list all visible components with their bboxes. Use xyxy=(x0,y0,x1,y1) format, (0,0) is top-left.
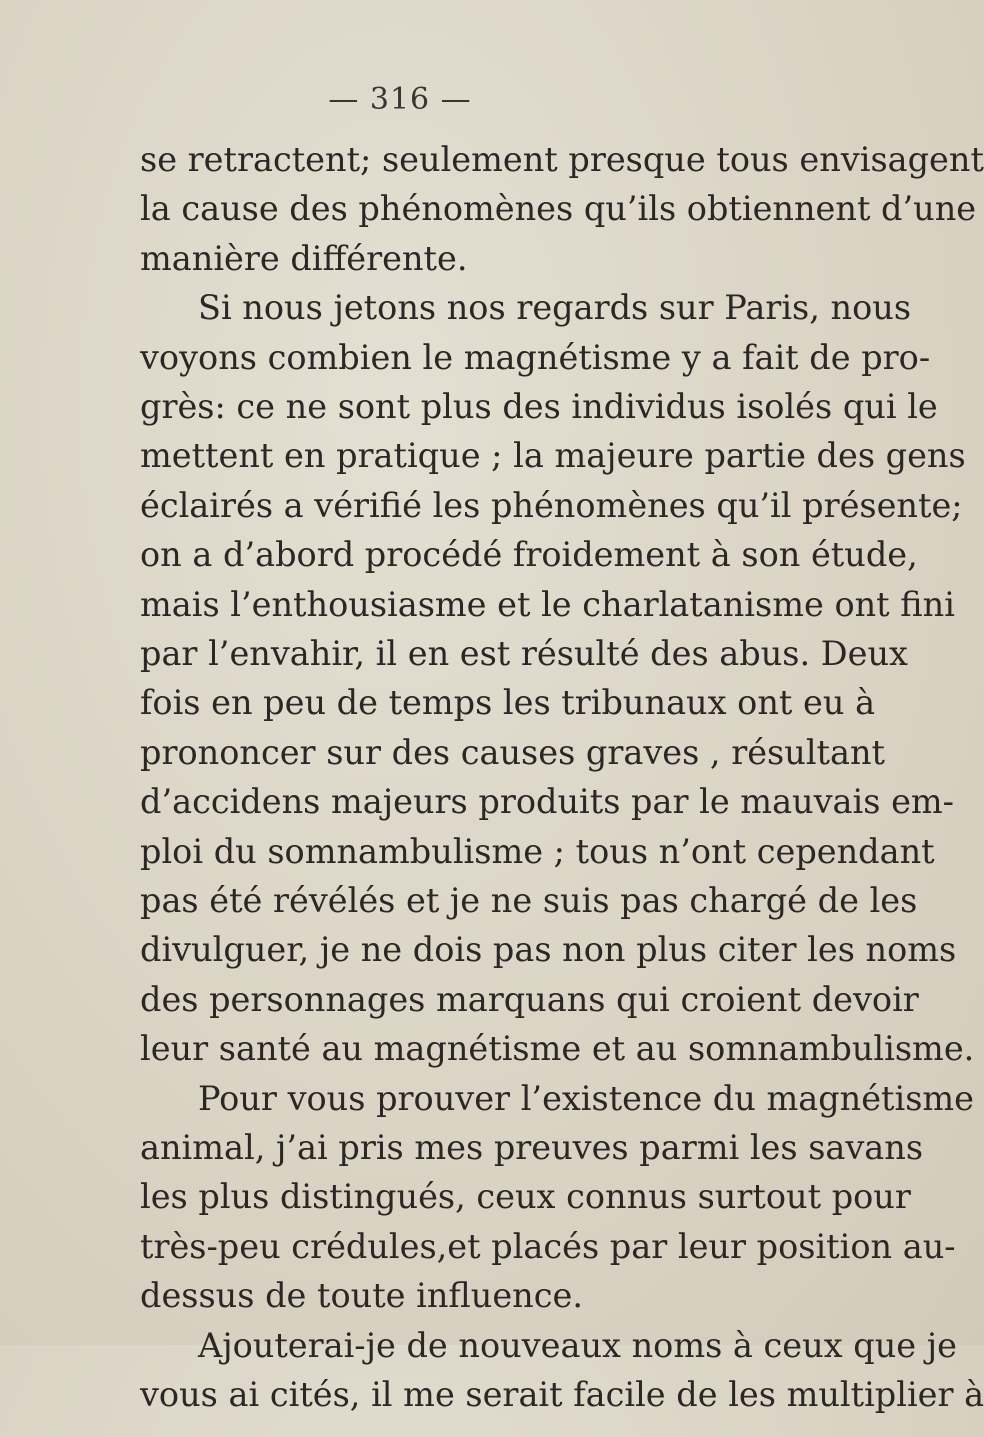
text-line: Pour vous prouver l’existence du magnétisme xyxy=(198,1078,975,1118)
text-line: éclairés a vérifié les phénomènes qu’il présente; xyxy=(140,485,963,525)
text-line: grès: ce ne sont plus des individus isolés qui le xyxy=(140,387,938,426)
text-line: par l’envahir, il en est résulté des abus. Deux xyxy=(140,634,908,673)
text-line: on a d’abord procédé froidement à son étude, xyxy=(140,535,918,575)
text-line: ploi du somnambulisme ; tous n’ont cependant xyxy=(140,831,935,871)
text-line: Ajouterai-je de nouveaux noms à ceux que je xyxy=(198,1325,957,1365)
text-line: mettent en pratique ; la majeure partie des gens xyxy=(140,436,966,476)
text-line: très-peu crédules,et placés par leur position au- xyxy=(140,1226,956,1266)
text-line: des personnages marquans qui croient devoir xyxy=(140,979,919,1019)
page-number: — 316 — xyxy=(328,82,472,117)
text-line: la cause des phénomènes qu’ils obtiennent d’une xyxy=(140,189,977,229)
text-line: mais l’enthousiasme et le charlatanisme ont fini xyxy=(140,584,955,624)
text-line: Si nous jetons nos regards sur Paris, nous xyxy=(198,288,912,328)
text-line: vous ai cités, il me serait facile de les multiplier à xyxy=(140,1375,984,1414)
text-line: fois en peu de temps les tribunaux ont eu à xyxy=(140,683,876,723)
text-line: leur santé au magnétisme et au somnambulisme. xyxy=(140,1029,975,1069)
text-line: prononcer sur des causes graves , résultant xyxy=(140,732,886,772)
text-line: divulguer, je ne dois pas non plus citer les noms xyxy=(140,930,957,970)
text-line: d’accidens majeurs produits par le mauvais em- xyxy=(140,782,954,822)
text-line: se retractent; seulement presque tous envisagent xyxy=(140,140,984,179)
text-line: dessus de toute influence. xyxy=(140,1276,583,1316)
text-line: manière différente. xyxy=(140,238,468,278)
text-line: pas été révélés et je ne suis pas chargé de les xyxy=(140,881,918,920)
text-line: les plus distingués, ceux connus surtout pour xyxy=(140,1177,911,1217)
text-line: voyons combien le magnétisme y a fait de pro- xyxy=(140,337,931,377)
text-line: animal, j’ai pris mes preuves parmi les savans xyxy=(140,1128,924,1167)
